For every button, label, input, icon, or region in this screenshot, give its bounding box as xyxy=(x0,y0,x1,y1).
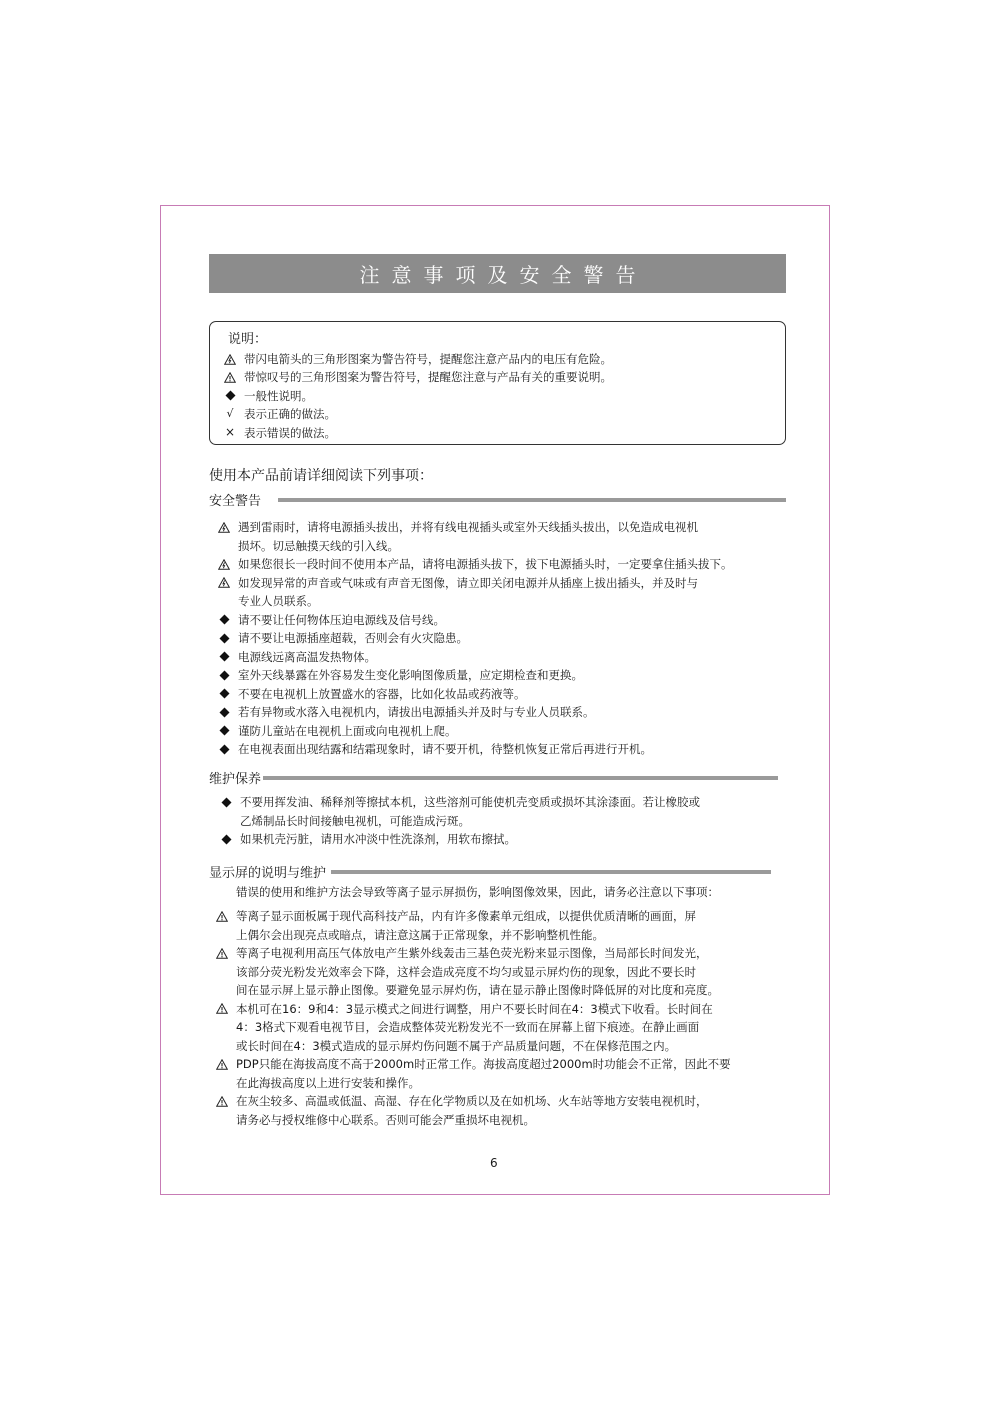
list-item xyxy=(216,648,733,667)
lightning-triangle-icon xyxy=(216,555,232,574)
list-item-text: 等离子电视利用高压气体放电产生紫外线轰击三基色荧光粉来显示图像，当局部长时间发光， 该部分荧光粉发光效率会下降，这样会造成亮度不均匀或显示屏灼伤的现象，因此不要长时 间在显示屏上显示静止图像。要避免显示屏灼伤，请在显示静止图像时降低屏的对比度和亮度。 xyxy=(236,946,719,997)
list-item-text: 请不要让任何物体压迫电源线及信号线。 xyxy=(238,612,445,627)
list-item-text: 本机可在16：9和4：3显示模式之间进行调整，用户不要长时间在4：3模式下收看。长时间在 4：3格式下观看电视节目，会造成整体荧光粉发光不一致而在屏幕上留下痕迹。在静止画面 或长时间在4：3模式造成的显示屏灼伤问题不属于产品质量问题，不在保修范围之内。 xyxy=(236,1001,713,1053)
list-item xyxy=(216,666,733,685)
list-item xyxy=(216,611,733,630)
list-item-text: PDP只能在海拔高度不高于2000m时正常工作。海拔高度超过2000m时功能会不正常，因此不要 在此海拔高度以上进行安装和操作。 xyxy=(236,1057,731,1090)
exclamation-triangle-icon xyxy=(214,1000,230,1019)
list-item-text: 带闪电箭头的三角形图案为警告符号，提醒您注意产品内的电压有危险。 xyxy=(244,352,612,366)
section-safety-title: 安全警告 xyxy=(209,494,262,509)
list-item-text: 若有异物或水落入电视机内，请拔出电源插头并及时与专业人员联系。 xyxy=(238,705,595,719)
display-list xyxy=(214,907,731,1129)
list-item xyxy=(222,423,612,442)
section-maintenance-heading xyxy=(209,768,778,787)
display-description: 错误的使用和维护方法会导致等离子显示屏损伤，影响图像效果，因此，请务必注意以下事项： xyxy=(236,885,719,899)
cross-icon: × xyxy=(224,425,236,440)
list-item xyxy=(216,629,733,648)
legend-box xyxy=(209,321,786,445)
maintenance-list xyxy=(218,793,700,849)
section-display-heading xyxy=(209,862,771,881)
list-item xyxy=(214,907,731,944)
list-item-text: 等离子显示面板属于现代高科技产品，内有许多像素单元组成，以提供优质清晰的画面，屏 上偶尔会出现亮点或暗点，请注意这属于正常现象，并不影响整机性能。 xyxy=(236,909,696,942)
diamond-icon xyxy=(216,722,232,741)
list-item-text: 请不要让电源插座超载，否则会有火灾隐患。 xyxy=(238,631,468,645)
list-item xyxy=(216,685,733,704)
safety-list xyxy=(216,518,733,759)
list-item-text: 室外天线暴露在外容易发生变化影响图像质量，应定期检查和更换。 xyxy=(238,668,583,682)
list-item-text: 表示正确的做法。 xyxy=(244,406,336,421)
list-item-text: 电源线远离高温发热物体。 xyxy=(238,649,376,664)
list-item xyxy=(214,944,731,1000)
list-item xyxy=(216,555,733,574)
diamond-icon xyxy=(216,703,232,722)
list-item-text: 如果您很长一段时间不使用本产品，请将电源插头拔下，拔下电源插头时，一定要拿住插头拔下。 xyxy=(238,557,733,571)
list-item xyxy=(216,740,733,759)
list-item-text: 在灰尘较多、高温或低温、高湿、存在化学物质以及在如机场、火车站等地方安装电视机时， 请务必与授权维修中心联系。否则可能会严重损坏电视机。 xyxy=(236,1094,708,1127)
diamond-icon xyxy=(218,793,234,812)
diamond-icon xyxy=(216,629,232,648)
section-display-title: 显示屏的说明与维护 xyxy=(209,866,327,881)
section-rule xyxy=(278,498,786,502)
list-item xyxy=(214,1000,731,1056)
list-item xyxy=(216,703,733,722)
list-item-text: 谨防儿童站在电视机上面或向电视机上爬。 xyxy=(238,723,457,738)
exclamation-triangle-icon xyxy=(214,907,230,926)
list-item-text: 不要用挥发油、稀释剂等擦拭本机，这些溶剂可能使机壳变质或损坏其涂漆面。若让橡胶或 乙烯制品长时间接触电视机，可能造成污斑。 xyxy=(240,795,700,828)
diamond-icon xyxy=(216,685,232,704)
list-item-text: 表示错误的做法。 xyxy=(244,425,336,440)
diamond-icon xyxy=(216,666,232,685)
list-item xyxy=(216,518,733,555)
exclamation-triangle-icon xyxy=(214,1055,230,1074)
intro-text: 使用本产品前请详细阅读下列事项： xyxy=(209,468,433,484)
list-item xyxy=(222,387,612,405)
list-item-text: 如果机壳污脏，请用水冲淡中性洗涤剂，用软布擦拭。 xyxy=(240,832,516,846)
list-item xyxy=(218,830,700,849)
exclamation-triangle-icon xyxy=(214,1092,230,1111)
list-item-text: 遇到雷雨时，请将电源插头拔出，并将有线电视插头或室外天线插头拔出，以免造成电视机 损坏。切忌触摸天线的引入线。 xyxy=(238,520,698,553)
diamond-icon xyxy=(216,648,232,667)
list-item xyxy=(214,1092,731,1129)
list-item xyxy=(216,722,733,741)
legend-heading: 说明： xyxy=(228,332,268,347)
list-item-text: 一般性说明。 xyxy=(244,388,313,403)
section-maintenance-title: 维护保养 xyxy=(209,772,262,787)
list-item xyxy=(222,350,612,368)
exclamation-triangle-icon xyxy=(214,944,230,963)
check-icon: √ xyxy=(226,406,234,420)
list-item xyxy=(214,1055,731,1092)
list-item-text: 如发现异常的声音或气味或有声音无图像，请立即关闭电源并从插座上拔出插头，并及时与 专业人员联系。 xyxy=(238,575,698,608)
list-item-text: 不要在电视机上放置盛水的容器，比如化妆品或药液等。 xyxy=(238,686,526,701)
diamond-icon xyxy=(216,611,232,630)
lightning-triangle-icon xyxy=(222,350,238,368)
list-item xyxy=(222,405,612,423)
list-item xyxy=(216,574,733,611)
lightning-triangle-icon xyxy=(216,574,232,593)
diamond-icon xyxy=(216,740,232,759)
list-item xyxy=(218,793,700,830)
diamond-icon xyxy=(222,387,238,405)
exclamation-triangle-icon xyxy=(222,368,238,386)
page-number: 6 xyxy=(490,1156,498,1170)
section-rule xyxy=(331,870,771,874)
page-title: 注意事项及安全警告 xyxy=(209,254,786,293)
list-item xyxy=(222,368,612,386)
list-item-text: 带惊叹号的三角形图案为警告符号，提醒您注意与产品有关的重要说明。 xyxy=(244,370,612,385)
section-safety-heading xyxy=(209,490,786,509)
legend-list xyxy=(222,350,612,442)
section-rule xyxy=(263,776,778,780)
list-item-text: 在电视表面出现结露和结霜现象时，请不要开机，待整机恢复正常后再进行开机。 xyxy=(238,742,652,756)
diamond-icon xyxy=(218,830,234,849)
lightning-triangle-icon xyxy=(216,518,232,537)
